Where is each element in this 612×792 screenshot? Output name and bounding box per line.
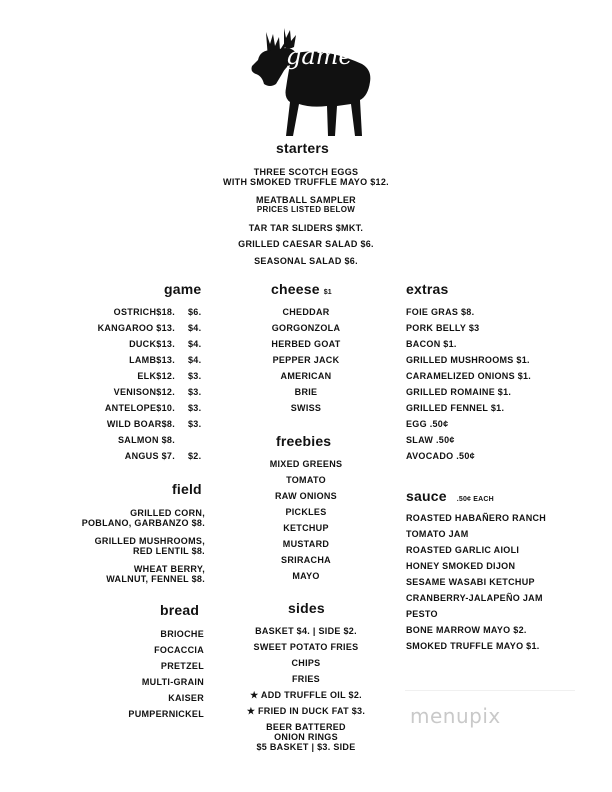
logo-word: game bbox=[286, 42, 353, 70]
game-item-name: WILD BOAR$8. bbox=[106, 419, 175, 429]
cheese-heading-label: cheese bbox=[271, 281, 320, 297]
extras-heading: extras bbox=[406, 281, 449, 297]
sides-item: SWEET POTATO FRIES bbox=[253, 642, 359, 652]
cheese-item: CHEDDAR bbox=[282, 307, 330, 317]
game-item-name: ANGUS $7. bbox=[124, 451, 175, 461]
field-item: WHEAT BERRY, bbox=[133, 564, 205, 574]
extras-item: CARAMELIZED ONIONS $1. bbox=[406, 371, 532, 381]
extras-item: GRILLED FENNEL $1. bbox=[406, 403, 505, 413]
starter-item: TAR TAR SLIDERS $MKT. bbox=[248, 223, 364, 233]
cheese-heading bbox=[271, 281, 332, 297]
starter-item: THREE SCOTCH EGGS bbox=[253, 167, 359, 177]
extras-item: FOIE GRAS $8. bbox=[406, 307, 475, 317]
game-item-price: $3. bbox=[188, 419, 202, 429]
extras-item: EGG .50¢ bbox=[406, 419, 449, 429]
starter-item: PRICES LISTED BELOW bbox=[256, 205, 356, 214]
cheese-item: HERBED GOAT bbox=[271, 339, 341, 349]
field-item: GRILLED MUSHROOMS, bbox=[94, 536, 205, 546]
game-item-name: ELK$12. bbox=[137, 371, 175, 381]
sides-item: CHIPS bbox=[291, 658, 321, 668]
sides-item: BEER BATTERED bbox=[266, 722, 346, 732]
game-item-price: $3. bbox=[188, 403, 202, 413]
sides-item: FRIES bbox=[291, 674, 320, 684]
freebie-item: KETCHUP bbox=[283, 523, 329, 533]
bread-heading: bread bbox=[160, 602, 200, 618]
game-item-price: $4. bbox=[188, 339, 202, 349]
sides-item: ★ FRIED IN DUCK FAT $3. bbox=[246, 706, 366, 716]
sauce-item: TOMATO JAM bbox=[406, 529, 469, 539]
cheese-item: BRIE bbox=[294, 387, 318, 397]
game-heading: game bbox=[164, 281, 202, 297]
extras-item: BACON $1. bbox=[406, 339, 457, 349]
sauce-item: SMOKED TRUFFLE MAYO $1. bbox=[406, 641, 540, 651]
sauce-price-note: .50¢ EACH bbox=[456, 496, 494, 503]
cheese-price-note: $1 bbox=[323, 289, 332, 296]
extras-item: PORK BELLY $3 bbox=[406, 323, 480, 333]
bread-item: FOCACCIA bbox=[154, 645, 204, 655]
freebie-item: SRIRACHA bbox=[281, 555, 331, 565]
sauce-item: HONEY SMOKED DIJON bbox=[406, 561, 516, 571]
bread-item: PUMPERNICKEL bbox=[128, 709, 204, 719]
field-item: GRILLED CORN, bbox=[130, 508, 205, 518]
freebie-item: PICKLES bbox=[285, 507, 327, 517]
game-item-price: $6. bbox=[188, 307, 202, 317]
field-item: RED LENTIL $8. bbox=[132, 546, 205, 556]
starter-item: WITH SMOKED TRUFFLE MAYO $12. bbox=[223, 177, 389, 187]
freebie-item: TOMATO bbox=[286, 475, 326, 485]
starter-item: MEATBALL SAMPLER bbox=[256, 195, 356, 205]
sauce-item: PESTO bbox=[406, 609, 438, 619]
freebie-item: RAW ONIONS bbox=[274, 491, 337, 501]
sauce-item: CRANBERRY-JALAPEÑO JAM bbox=[406, 593, 543, 603]
game-item-name: LAMB$13. bbox=[129, 355, 175, 365]
cheese-item: AMERICAN bbox=[280, 371, 332, 381]
sauce-item: ROASTED GARLIC AIOLI bbox=[406, 545, 520, 555]
menupix-watermark: menupix bbox=[410, 704, 501, 728]
game-item-name: KANGAROO $13. bbox=[97, 323, 175, 333]
game-item-price: $4. bbox=[188, 355, 202, 365]
sauce-item: SESAME WASABI KETCHUP bbox=[406, 577, 535, 587]
starters-heading: starters bbox=[276, 140, 329, 156]
sauce-heading bbox=[406, 488, 494, 504]
sauce-heading-label: sauce bbox=[406, 488, 447, 504]
extras-item: GRILLED MUSHROOMS $1. bbox=[406, 355, 530, 365]
cheese-item: GORGONZOLA bbox=[271, 323, 341, 333]
watermark-divider bbox=[405, 690, 575, 691]
field-item: WALNUT, FENNEL $8. bbox=[106, 574, 205, 584]
field-item: POBLANO, GARBANZO $8. bbox=[81, 518, 205, 528]
sides-item: ★ ADD TRUFFLE OIL $2. bbox=[250, 690, 362, 700]
game-item-name: DUCK$13. bbox=[129, 339, 175, 349]
bread-item: PRETZEL bbox=[160, 661, 204, 671]
sauce-item: ROASTED HABAÑERO RANCH bbox=[406, 513, 547, 523]
starter-item: GRILLED CAESAR SALAD $6. bbox=[238, 239, 374, 249]
freebie-item: MIXED GREENS bbox=[269, 459, 343, 469]
game-item-price: $3. bbox=[188, 371, 202, 381]
bread-item: MULTI-GRAIN bbox=[141, 677, 204, 687]
extras-item: SLAW .50¢ bbox=[406, 435, 455, 445]
extras-item: GRILLED ROMAINE $1. bbox=[406, 387, 512, 397]
extras-item: AVOCADO .50¢ bbox=[406, 451, 475, 461]
freebie-item: MUSTARD bbox=[282, 539, 330, 549]
bread-item: BRIOCHE bbox=[160, 629, 204, 639]
bread-item: KAISER bbox=[168, 693, 204, 703]
sides-item: $5 BASKET | $3. SIDE bbox=[256, 742, 356, 752]
game-item-price: $4. bbox=[188, 323, 202, 333]
moose-logo bbox=[236, 24, 376, 142]
cheese-item: PEPPER JACK bbox=[272, 355, 340, 365]
game-item-price: $2. bbox=[188, 451, 202, 461]
game-item-price: $3. bbox=[188, 387, 202, 397]
field-heading: field bbox=[172, 481, 202, 497]
game-item-name: OSTRICH$18. bbox=[113, 307, 175, 317]
freebies-heading: freebies bbox=[276, 433, 332, 449]
game-item-name: VENISON$12. bbox=[113, 387, 175, 397]
sides-item: ONION RINGS bbox=[274, 732, 338, 742]
sides-heading: sides bbox=[288, 600, 325, 616]
starter-item: SEASONAL SALAD $6. bbox=[254, 256, 358, 266]
freebie-item: MAYO bbox=[292, 571, 320, 581]
game-item-name: SALMON $8. bbox=[117, 435, 175, 445]
cheese-item: SWISS bbox=[290, 403, 322, 413]
game-item-name: ANTELOPE$10. bbox=[104, 403, 175, 413]
sauce-item: BONE MARROW MAYO $2. bbox=[406, 625, 527, 635]
sides-item: BASKET $4. | SIDE $2. bbox=[255, 626, 357, 636]
